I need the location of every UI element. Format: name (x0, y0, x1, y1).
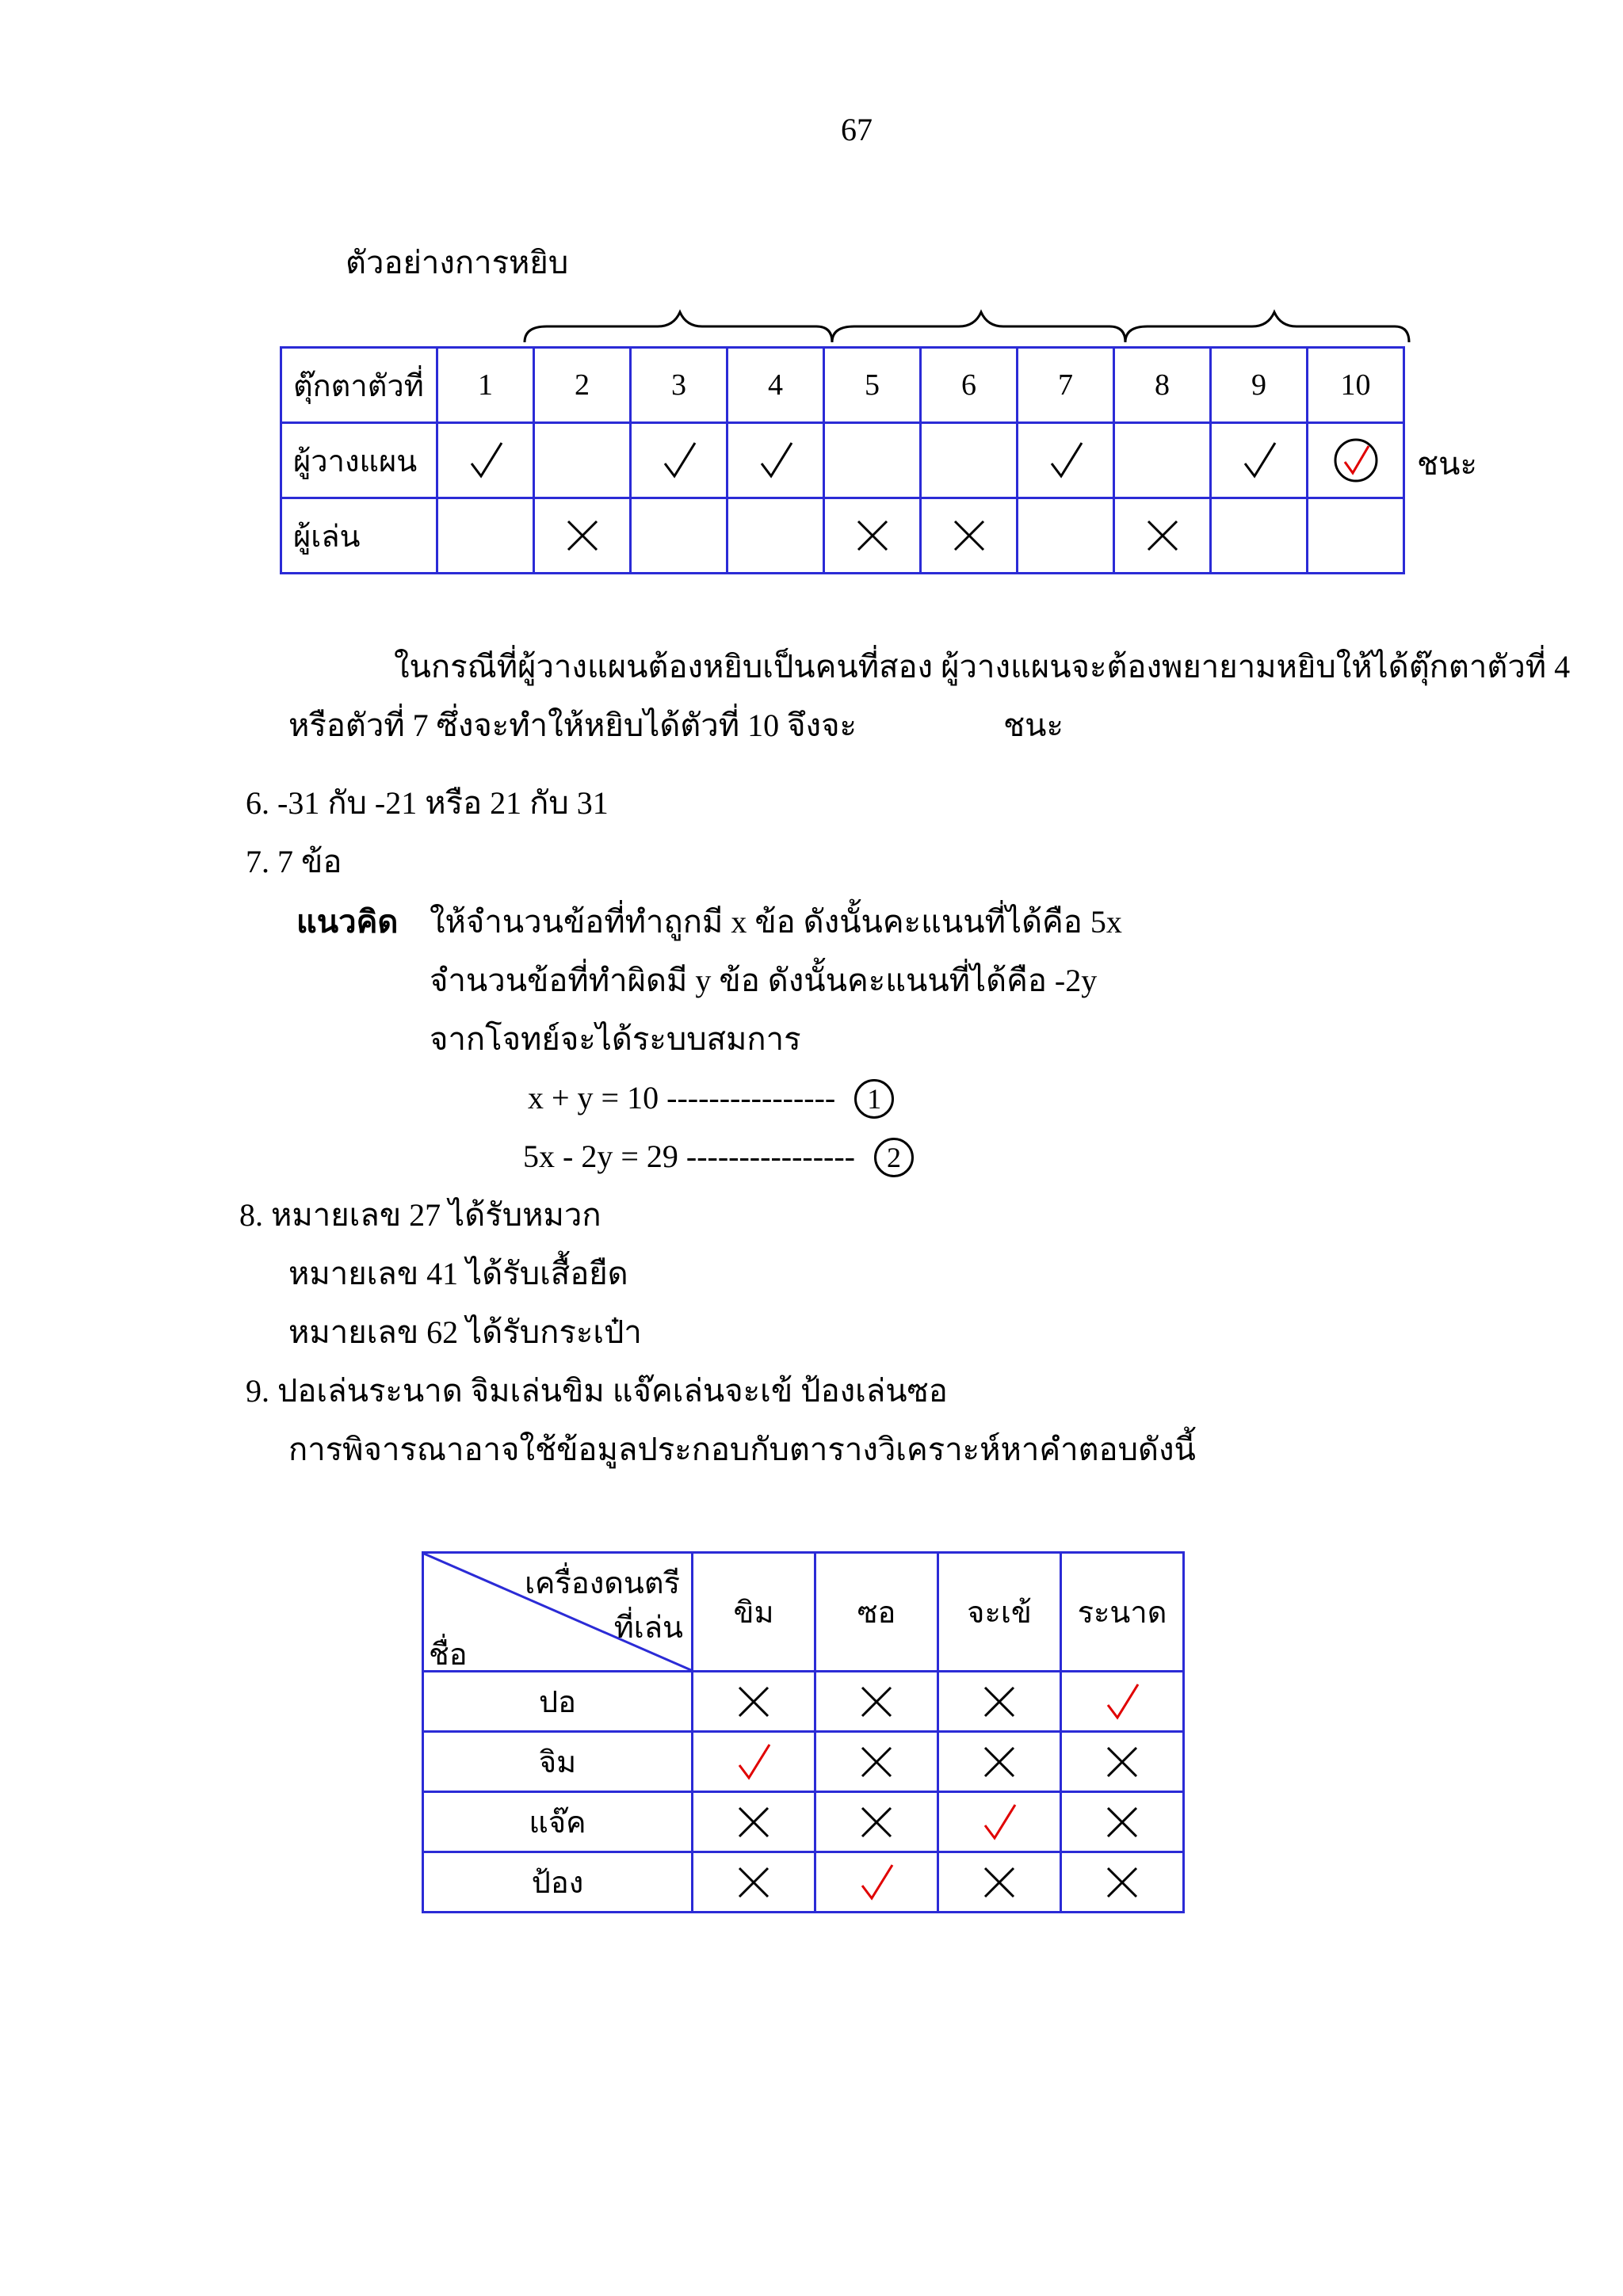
picking-table (280, 346, 1405, 574)
instrument-header: ซอ (815, 1553, 938, 1672)
answer-9-line-1: 9. ปอเล่นระนาด จิมเล่นขิม แจ๊คเล่นจะเข้ ป้องเล่นซอ (246, 1373, 948, 1409)
player-mark-cell (1308, 498, 1404, 574)
answer-9-line-2: การพิจารณาอาจใช้ข้อมูลประกอบกับตารางวิเคราะห์หาคำตอบดังนี้ (288, 1432, 1196, 1467)
concept-line-3: จากโจทย์จะได้ระบบสมการ (430, 1021, 801, 1057)
cross-mark-icon (849, 512, 896, 559)
instrument-mark-cell (938, 1852, 1061, 1913)
instrument-mark-cell (815, 1732, 938, 1792)
brace-group-2 (832, 312, 1125, 342)
instrument-header: จะเข้ (938, 1553, 1061, 1672)
page-number: 67 (841, 112, 873, 147)
brace-group-1 (525, 312, 832, 342)
brace-group-3 (1125, 312, 1409, 342)
corner-mid-label: ที่เล่น (613, 1611, 683, 1645)
planner-mark-cell (534, 423, 631, 498)
row-header-player: ผู้เล่น (281, 498, 437, 574)
planner-mark-cell (921, 423, 1018, 498)
instrument-header: ระนาด (1061, 1553, 1184, 1672)
check-mark-icon (752, 437, 800, 484)
instrument-mark-cell (815, 1792, 938, 1852)
paragraph-line-2b: ชนะ (1003, 707, 1064, 743)
instrument-mark-cell (1061, 1732, 1184, 1792)
player-mark-cell (534, 498, 631, 574)
answer-6: 6. -31 กับ -21 หรือ 21 กับ 31 (246, 785, 609, 821)
instrument-mark-cell (693, 1672, 815, 1732)
doll-number-cell: 9 (1211, 348, 1308, 423)
planner-mark-cell (1211, 423, 1308, 498)
cross-mark-icon (1098, 1859, 1146, 1906)
check-mark-icon (655, 437, 703, 484)
doll-number-cell: 1 (437, 348, 534, 423)
instrument-mark-cell (1061, 1792, 1184, 1852)
instrument-mark-cell (938, 1672, 1061, 1732)
cross-mark-icon (730, 1678, 777, 1726)
person-name-cell: ป้อง (423, 1852, 693, 1913)
instrument-mark-cell (693, 1792, 815, 1852)
player-mark-cell (437, 498, 534, 574)
cross-mark-icon (853, 1738, 900, 1786)
cross-mark-icon (976, 1738, 1023, 1786)
person-name-cell: ปอ (423, 1672, 693, 1732)
row-header-doll-number: ตุ๊กตาตัวที่ (281, 348, 437, 423)
red-check-mark-icon (1098, 1678, 1146, 1726)
cross-mark-icon (1139, 512, 1186, 559)
win-label: ชนะ (1417, 446, 1477, 482)
table-row (423, 1792, 1184, 1852)
doll-number-cell: 10 (1308, 348, 1404, 423)
planner-mark-cell (824, 423, 921, 498)
answer-7: 7. 7 ข้อ (246, 844, 342, 879)
equation-2-number: 2 (874, 1138, 914, 1177)
instrument-mark-cell (938, 1732, 1061, 1792)
cross-mark-icon (853, 1798, 900, 1846)
answer-8-line-3: หมายเลข 62 ได้รับกระเป๋า (288, 1314, 642, 1350)
concept-line-2: จำนวนข้อที่ทำผิดมี y ข้อ ดังนั้นคะแนนที่ได้คือ -2y (430, 963, 1098, 998)
player-mark-cell (1018, 498, 1114, 574)
player-mark-cell (824, 498, 921, 574)
instrument-mark-cell (815, 1672, 938, 1732)
table-row (281, 348, 1404, 423)
equation-1 (528, 1079, 894, 1119)
cross-mark-icon (976, 1859, 1023, 1906)
equation-1-number: 1 (854, 1079, 894, 1119)
cross-mark-icon (853, 1678, 900, 1726)
equation-1-text: x + y = 10 ---------------- (528, 1080, 836, 1116)
planner-mark-cell (1114, 423, 1211, 498)
table-row (423, 1553, 1184, 1672)
cross-mark-icon (730, 1798, 777, 1846)
doll-number-cell: 6 (921, 348, 1018, 423)
corner-bottom-label: ชื่อ (429, 1638, 468, 1672)
instrument-mark-cell (693, 1852, 815, 1913)
planner-mark-cell (437, 423, 534, 498)
planner-mark-cell (727, 423, 824, 498)
check-mark-icon (1235, 437, 1283, 484)
planner-mark-cell (631, 423, 727, 498)
example-heading: ตัวอย่างการหยิบ (346, 245, 569, 280)
player-mark-cell (727, 498, 824, 574)
cross-mark-icon (945, 512, 993, 559)
planner-mark-cell (1308, 423, 1404, 498)
grouping-braces (515, 309, 1411, 349)
corner-top-label: เครื่องดนตรี (525, 1567, 680, 1600)
instrument-mark-cell (693, 1732, 815, 1792)
table-row (423, 1672, 1184, 1732)
equation-2 (523, 1138, 914, 1177)
paragraph-line-1: ในกรณีที่ผู้วางแผนต้องหยิบเป็นคนที่สอง ผู้วางแผนจะต้องพยายามหยิบให้ได้ตุ๊กตาตัวที่ 4 (394, 649, 1571, 685)
row-header-planner: ผู้วางแผน (281, 423, 437, 498)
planner-mark-cell (1018, 423, 1114, 498)
check-mark-icon (462, 437, 510, 484)
answer-8-line-1: 8. หมายเลข 27 ได้รับหมวก (239, 1197, 601, 1233)
instrument-header: ขิม (693, 1553, 815, 1672)
table-row (281, 498, 1404, 574)
person-name-cell: จิม (423, 1732, 693, 1792)
concept-line-1: ให้จำนวนข้อที่ทำถูกมี x ข้อ ดังนั้นคะแนนที่ได้คือ 5x (430, 904, 1122, 940)
cross-mark-icon (976, 1678, 1023, 1726)
player-mark-cell (631, 498, 727, 574)
doll-number-cell: 8 (1114, 348, 1211, 423)
player-mark-cell (1114, 498, 1211, 574)
circled-red-check-icon (1332, 437, 1380, 484)
doll-number-cell: 2 (534, 348, 631, 423)
red-check-mark-icon (853, 1859, 900, 1906)
equation-2-text: 5x - 2y = 29 ---------------- (523, 1138, 856, 1174)
person-name-cell: แจ๊ค (423, 1792, 693, 1852)
cross-mark-icon (559, 512, 606, 559)
player-mark-cell (921, 498, 1018, 574)
table-row (423, 1852, 1184, 1913)
player-mark-cell (1211, 498, 1308, 574)
instrument-mark-cell (1061, 1852, 1184, 1913)
doll-number-cell: 5 (824, 348, 921, 423)
doll-number-cell: 3 (631, 348, 727, 423)
doll-number-cell: 7 (1018, 348, 1114, 423)
paragraph-line-2a: หรือตัวที่ 7 ซึ่งจะทำให้หยิบได้ตัวที่ 10 จึงจะ (288, 707, 857, 743)
answer-8-line-2: หมายเลข 41 ได้รับเสื้อยืด (288, 1256, 628, 1291)
cross-mark-icon (730, 1859, 777, 1906)
doll-number-cell: 4 (727, 348, 824, 423)
check-mark-icon (1042, 437, 1090, 484)
table-row (423, 1732, 1184, 1792)
instrument-mark-cell (815, 1852, 938, 1913)
concept-label: แนวคิด (296, 904, 399, 940)
corner-header (423, 1553, 693, 1672)
red-check-mark-icon (976, 1798, 1023, 1846)
cross-mark-icon (1098, 1798, 1146, 1846)
table-row (281, 423, 1404, 498)
instrument-mark-cell (1061, 1672, 1184, 1732)
instrument-table (422, 1551, 1185, 1913)
instrument-mark-cell (938, 1792, 1061, 1852)
cross-mark-icon (1098, 1738, 1146, 1786)
red-check-mark-icon (730, 1738, 777, 1786)
